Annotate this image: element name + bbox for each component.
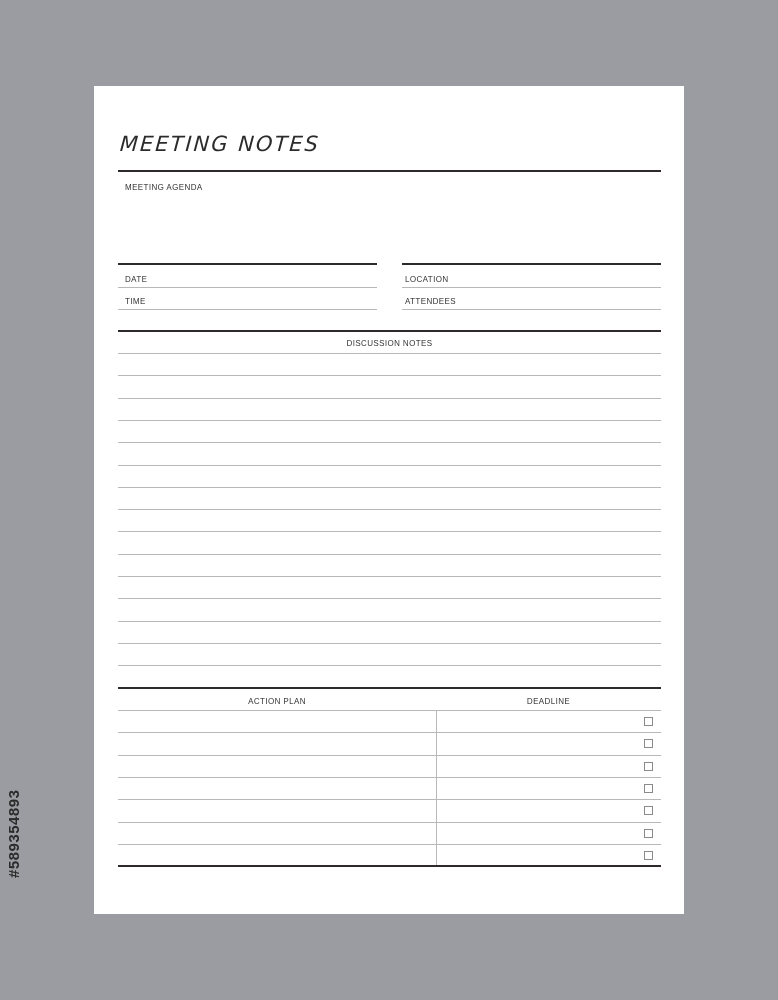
discussion-notes-label: DISCUSSION NOTES: [346, 339, 433, 348]
discussion-note-line[interactable]: [118, 487, 661, 488]
discussion-note-line[interactable]: [118, 643, 661, 644]
discussion-note-line[interactable]: [118, 576, 661, 577]
discussion-note-line[interactable]: [118, 554, 661, 555]
action-plan-row-line[interactable]: [118, 710, 661, 711]
action-plan-row-line[interactable]: [118, 844, 661, 845]
time-label: TIME: [125, 297, 146, 306]
deadline-checkbox[interactable]: [644, 851, 653, 860]
planner-page: [94, 86, 684, 914]
time-field-line[interactable]: [118, 309, 377, 310]
deadline-checkbox[interactable]: [644, 717, 653, 726]
title-divider: [118, 170, 661, 172]
discussion-note-line[interactable]: [118, 531, 661, 532]
discussion-note-line[interactable]: [118, 398, 661, 399]
page-title: MEETING NOTES: [119, 132, 321, 156]
stock-id-text: #589354893: [6, 789, 23, 878]
discussion-note-line[interactable]: [118, 665, 661, 666]
discussion-note-line[interactable]: [118, 509, 661, 510]
discussion-note-line[interactable]: [118, 420, 661, 421]
deadline-checkbox[interactable]: [644, 739, 653, 748]
deadline-label: DEADLINE: [526, 697, 571, 706]
discussion-note-line[interactable]: [118, 442, 661, 443]
action-plan-label: ACTION PLAN: [248, 697, 306, 706]
attendees-label: ATTENDEES: [405, 297, 457, 306]
date-field-line[interactable]: [118, 287, 377, 288]
discussion-note-line[interactable]: [118, 353, 661, 354]
deadline-checkbox[interactable]: [644, 784, 653, 793]
location-field-line[interactable]: [402, 287, 661, 288]
action-plan-bottom-rule: [118, 865, 661, 867]
deadline-checkbox[interactable]: [644, 806, 653, 815]
discussion-note-line[interactable]: [118, 375, 661, 376]
action-plan-row-line[interactable]: [118, 777, 661, 778]
date-time-top-rule: [118, 263, 377, 265]
action-plan-top-rule: [118, 687, 661, 689]
discussion-top-rule: [118, 330, 661, 332]
action-plan-row-line[interactable]: [118, 799, 661, 800]
deadline-checkbox[interactable]: [644, 762, 653, 771]
meeting-agenda-label: MEETING AGENDA: [125, 183, 203, 192]
date-label: DATE: [125, 275, 148, 284]
discussion-note-line[interactable]: [118, 598, 661, 599]
action-plan-row-line[interactable]: [118, 755, 661, 756]
action-plan-column-divider: [436, 710, 437, 866]
action-plan-row-line[interactable]: [118, 732, 661, 733]
action-plan-row-line[interactable]: [118, 822, 661, 823]
location-attendees-top-rule: [402, 263, 661, 265]
discussion-note-line[interactable]: [118, 621, 661, 622]
attendees-field-line[interactable]: [402, 309, 661, 310]
location-label: LOCATION: [405, 275, 449, 284]
discussion-note-line[interactable]: [118, 465, 661, 466]
deadline-checkbox[interactable]: [644, 829, 653, 838]
